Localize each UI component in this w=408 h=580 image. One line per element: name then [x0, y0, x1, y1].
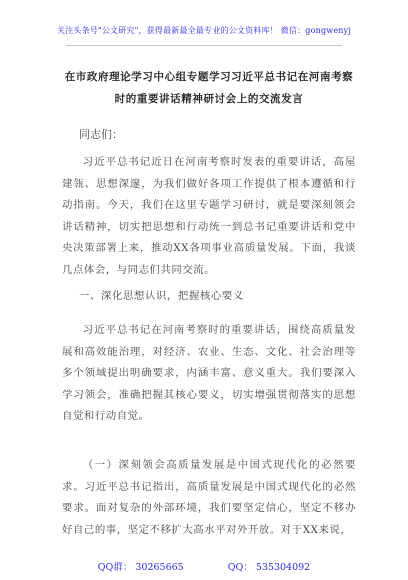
section-heading: 一、深化思想认识，把握核心要义 — [79, 290, 244, 302]
salutation: 同志们： — [79, 128, 123, 141]
footer-qq-group: QQ群： 30265665 — [97, 562, 184, 573]
footer-qq: QQ： 535304092 — [227, 562, 311, 573]
header-divider — [66, 45, 342, 46]
footer-contact — [0, 559, 408, 573]
document-title: 在市政府理论学习中心组专题学习习近平总书记在河南考察时的重要讲话精神研讨会上的交流发言 — [64, 71, 354, 105]
paragraph-section-1: 习近平总书记在河南考察时的重要讲话，围绕高质量发展和高效能治理，对经济、农业、生态、文化、社会治理等多个领域提出明确要求，内涵丰富、意义重大。我们要深入学习领会，准确把握其核心要义，切实增强贯彻落实的思想自觉和行动自觉。 — [62, 324, 356, 423]
paragraph-intro: 习近平总书记近日在河南考察时发表的重要讲话，高屋建瓴、思想深邃，为我们做好各项工作提供了根本遵循和行动指南。今天，我们在这里专题学习研讨，就是要深刻领会讲话精神，切实把思想和行动统一到总书记重要讲话和党中央决策部署上来，推动XX各项事业高质量发展。下面，我谈几点体会，与同志们共同交流。 — [62, 156, 356, 276]
paragraph-subsection-1: （一）深刻领会高质量发展是中国式现代化的必然要求。习近平总书记指出，高质量发展是中国式现代化的必然要求。面对复杂的外部环境，我们要坚定信心，坚定不移办好自己的事，坚定不移扩大高水平对外开放。对于XX来说， — [62, 459, 356, 536]
header-banner: 关注头条号"公文研究"，获得最新最全最专业的公文资料库！ 微信：gongwenyj — [56, 26, 352, 35]
